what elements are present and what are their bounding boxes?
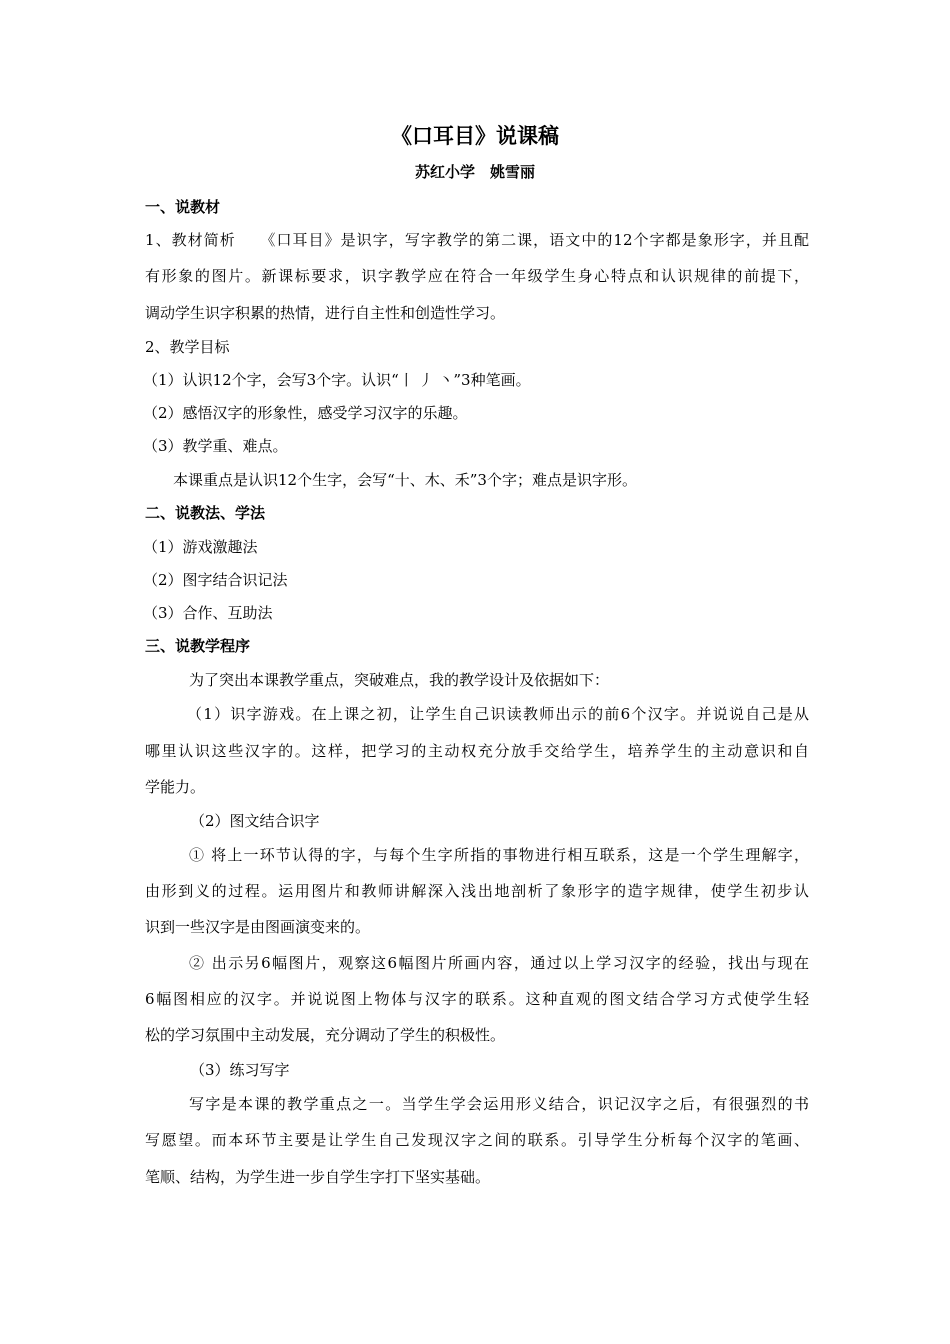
paragraph-line: 笔顺、结构，为学生进一步自学生字打下坚实基础。 <box>145 1168 491 1186</box>
subheading-step2: （2）图文结合识字 <box>190 812 320 830</box>
paragraph-line: 哪里认识这些汉字的。这样，把学习的主动权充分放手交给学生，培养学生的主动意识和自 <box>145 742 809 760</box>
list-item: （2）感悟汉字的形象性，感受学习汉字的乐趣。 <box>143 404 468 422</box>
paragraph-line: 识到一些汉字是由图画演变来的。 <box>145 918 371 936</box>
paragraph-line: 写愿望。而本环节主要是让学生自己发现汉字之间的联系。引导学生分析每个汉字的笔画、 <box>145 1131 809 1149</box>
paragraph-line: ① 将上一环节认得的字，与每个生字所指的事物进行相互联系，这是一个学生理解字， <box>189 846 809 864</box>
list-item: （2）图字结合识记法 <box>143 571 288 589</box>
paragraph-line: ② 出示另6幅图片，观察这6幅图片所画内容，通过以上学习汉字的经验，找出与现在 <box>189 954 809 972</box>
list-item: （1）认识12个字，会写3个字。认识“丨 丿 丶”3种笔画。 <box>143 371 531 389</box>
paragraph-line: 有形象的图片。新课标要求，识字教学应在符合一年级学生身心特点和认识规律的前提下， <box>145 267 809 285</box>
document-title: 《口耳目》说课稿 <box>391 124 559 148</box>
paragraph-line: （1）识字游戏。在上课之初，让学生自己识读教师出示的前6个汉字。并说说自己是从 <box>187 705 809 723</box>
list-item: （3）教学重、难点。 <box>143 437 288 455</box>
section-heading-materials: 一、说教材 <box>145 198 221 216</box>
paragraph-line: 6幅图相应的汉字。并说说图上物体与汉字的联系。这种直观的图文结合学习方式使学生轻 <box>145 990 809 1008</box>
paragraph-line: 学能力。 <box>145 778 206 796</box>
paragraph-line: 本课重点是认识12个生字，会写“十、木、禾”3个字；难点是识字形。 <box>173 471 637 489</box>
paragraph-line: 由形到义的过程。运用图片和教师讲解深入浅出地剖析了象形字的造字规律，使学生初步认 <box>145 882 809 900</box>
subheading-goals: 2、教学目标 <box>145 338 230 356</box>
list-item: （1）游戏激趣法 <box>143 538 258 556</box>
author-line: 苏红小学 姚雪丽 <box>414 163 535 181</box>
list-item: （3）合作、互助法 <box>143 604 273 622</box>
subheading-step3: （3）练习写字 <box>190 1061 290 1079</box>
paragraph-line: 写字是本课的教学重点之一。当学生学会运用形义结合，识记汉字之后，有很强烈的书 <box>189 1095 809 1113</box>
paragraph-line: 为了突出本课教学重点，突破难点，我的教学设计及依据如下： <box>189 671 610 689</box>
section-heading-methods: 二、说教法、学法 <box>145 504 266 522</box>
paragraph-line: 松的学习氛围中主动发展，充分调动了学生的积极性。 <box>145 1026 506 1044</box>
paragraph-line: 1、教材简析 《口耳目》是识字，写字教学的第二课，语文中的12个字都是象形字，并且配 <box>145 231 809 249</box>
paragraph-line: 调动学生识字积累的热情，进行自主性和创造性学习。 <box>145 304 506 322</box>
section-heading-procedure: 三、说教学程序 <box>145 637 251 655</box>
